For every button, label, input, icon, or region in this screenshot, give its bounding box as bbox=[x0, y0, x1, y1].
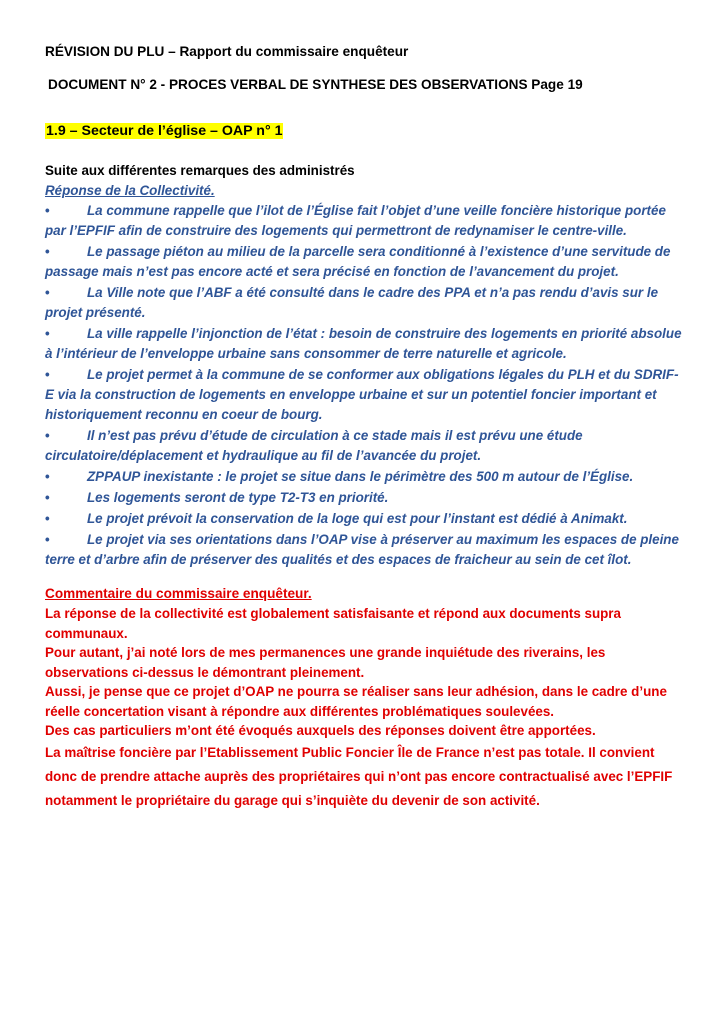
bullet-text: Le projet prévoit la conservation de la loge qui est pour l’instant est dédié à Animakt. bbox=[87, 511, 628, 526]
response-bullet-item bbox=[45, 530, 685, 570]
bullet-text: La commune rappelle que l’ilot de l’Église fait l’objet d’une veille foncière historique portée par l’EPFIF afin de construire des logements qui permettront de redynamiser le centre-ville. bbox=[45, 203, 666, 238]
bullet-text: Le passage piéton au milieu de la parcelle sera conditionné à l’existence d’une servitude de passage mais n’est pas encore acté et sera précisé en fonction de l’avancement du projet. bbox=[45, 244, 671, 279]
response-title: Réponse de la Collectivité. bbox=[45, 183, 215, 198]
bullet-text: La Ville note que l’ABF a été consulté dans le cadre des PPA et n’a pas rendu d’avis sur le projet présenté. bbox=[45, 285, 659, 320]
response-bullet-item bbox=[45, 426, 685, 466]
bullet-text: ZPPAUP inexistante : le projet se situe dans le périmètre des 500 m autour de l’Église. bbox=[87, 469, 634, 484]
section-intro: Suite aux différentes remarques des administrés bbox=[45, 163, 355, 178]
bullet-text: La ville rappelle l’injonction de l’état : besoin de construire des logements en priorité absolue à l’intérieur de l’enveloppe urbaine sans consommer de terre naturelle et agricole. bbox=[45, 326, 682, 361]
comment-paragraph: Des cas particuliers m’ont été évoqués auxquels des réponses doivent être apportées. bbox=[45, 723, 596, 738]
section-title bbox=[45, 121, 685, 141]
response-bullet-item bbox=[45, 242, 685, 282]
commissioner-comment bbox=[45, 584, 685, 813]
document-page bbox=[45, 43, 685, 813]
response-bullet-item bbox=[45, 365, 685, 425]
section-title-highlight: 1.9 – Secteur de l’église – OAP n° 1 bbox=[46, 123, 283, 139]
document-subheader: DOCUMENT N° 2 - PROCES VERBAL DE SYNTHESE DES OBSERVATIONS Page 19 bbox=[48, 77, 583, 92]
response-bullet-item bbox=[45, 467, 685, 487]
bullet-icon: • bbox=[45, 285, 50, 300]
response-bullet-item bbox=[45, 324, 685, 364]
response-bullet-list bbox=[45, 201, 685, 570]
comment-paragraph: La réponse de la collectivité est globalement satisfaisante et répond aux documents supra communaux. bbox=[45, 606, 621, 641]
bullet-text: Le projet permet à la commune de se conformer aux obligations légales du PLH et du SDRIF-E via la construction de logements en enveloppe urbaine et sur un potentiel foncier important et historiquement reconnu en coeur de bourg. bbox=[45, 367, 679, 422]
bullet-text: Il n’est pas prévu d’étude de circulation à ce stade mais il est prévu une étude circulatoire/déplacement et hydraulique au fil de l’avancée du projet. bbox=[45, 428, 583, 463]
response-bullet-item bbox=[45, 509, 685, 529]
response-bullet-item bbox=[45, 283, 685, 323]
bullet-icon: • bbox=[45, 203, 50, 218]
bullet-icon: • bbox=[45, 326, 50, 341]
bullet-icon: • bbox=[45, 511, 50, 526]
bullet-text: Le projet via ses orientations dans l’OAP vise à préserver au maximum les espaces de pleine terre et d’arbre afin de préserver des qualités et des espaces de fraicheur au sein de cet îlot. bbox=[45, 532, 679, 567]
bullet-icon: • bbox=[45, 532, 50, 547]
comment-title: Commentaire du commissaire enquêteur. bbox=[45, 586, 312, 601]
comment-paragraph: Pour autant, j’ai noté lors de mes permanences une grande inquiétude des riverains, les observations ci-dessus le démontrant pleinement. bbox=[45, 645, 606, 680]
response-bullet-item bbox=[45, 488, 685, 508]
comment-paragraph: La maîtrise foncière par l’Etablissement Public Foncier Île de France n’est pas totale. Il convient donc de prendre attache auprès des propriétaires qui n’ont pas encore contractualisé avec l’EPFIF notamment le propriétaire du garage qui s’inquiète du devenir de son activité. bbox=[45, 744, 673, 808]
bullet-icon: • bbox=[45, 367, 50, 382]
bullet-icon: • bbox=[45, 490, 50, 505]
bullet-text: Les logements seront de type T2-T3 en priorité. bbox=[87, 490, 389, 505]
bullet-icon: • bbox=[45, 244, 50, 259]
bullet-icon: • bbox=[45, 469, 50, 484]
response-bullet-item bbox=[45, 201, 685, 241]
bullet-icon: • bbox=[45, 428, 50, 443]
comment-paragraph: Aussi, je pense que ce projet d’OAP ne pourra se réaliser sans leur adhésion, dans le cadre d’une réelle concertation visant à répondre aux différentes problématiques soulevées. bbox=[45, 684, 667, 719]
report-header: RÉVISION DU PLU – Rapport du commissaire enquêteur bbox=[45, 44, 409, 59]
